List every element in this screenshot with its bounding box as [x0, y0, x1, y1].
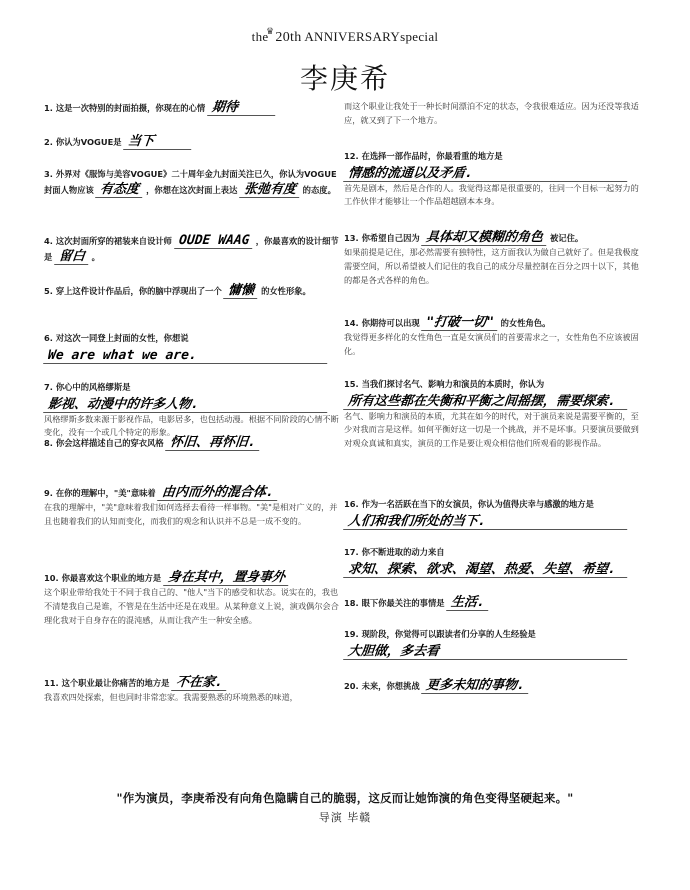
handwritten-answer: "打破一切" — [421, 315, 498, 331]
question-text: 2. 你认为VOGUE是 — [44, 137, 122, 147]
handwritten-answer: 具体却又模糊的角色 — [421, 230, 548, 246]
handwritten-answer: OUDE WAAG — [174, 233, 254, 249]
question-text: 的女性角色。 — [500, 318, 551, 328]
handwritten-answer: 人们和我们所处的当下. — [343, 514, 629, 530]
question-text: 14. 你期待可以出现 — [344, 318, 420, 328]
pull-quote: "作为演员，李庚希没有向角色隐瞒自己的脆弱，这反而让她饰演的角色变得坚硬起来。" — [116, 791, 574, 805]
question-text: ，你最喜欢的设计细节是 — [44, 236, 339, 262]
question-18 — [344, 595, 644, 611]
answer-body: 名气、影响力和演员的本质，尤其在如今的时代，对于演员来说是需要平衡的，至少对我而言是这样。如何平衡好这一切是一个挑战，并不是坏事。只要演员要做到对观众真诚和真实，演员的工作是要让观众相信他们所观看的影视作品。 — [344, 410, 639, 449]
handwritten-answer: We are what we are. — [43, 348, 329, 364]
handwritten-answer: 情感的流通以及矛盾. — [343, 166, 629, 182]
question-text: 。 — [91, 252, 100, 262]
question-7 — [44, 381, 344, 440]
question-text: 1. 这是一次特别的封面拍摄，你现在的心情 — [44, 103, 206, 113]
question-text: 6. 对这次一同登上封面的女性，你想说 — [44, 333, 189, 343]
question-9 — [44, 485, 344, 529]
question-12 — [344, 150, 644, 209]
question-19 — [344, 628, 644, 660]
question-text: 4. 这次封面所穿的裙装来自设计师 — [44, 236, 172, 246]
handwritten-answer: 不在家. — [171, 675, 228, 691]
brand-number: 20th — [275, 30, 302, 45]
brand-prefix: the — [251, 29, 269, 44]
question-text: 16. 作为一名活跃在当下的女演员，你认为值得庆幸与感激的地方是 — [344, 499, 594, 509]
question-text: 10. 你最喜欢这个职业的地方是 — [44, 573, 162, 583]
handwritten-answer: 怀旧、再怀旧. — [165, 435, 261, 451]
question-13 — [344, 230, 644, 287]
handwritten-answer: 期待 — [207, 100, 277, 116]
question-5 — [44, 283, 344, 299]
question-text: 的女性形象。 — [261, 286, 311, 296]
question-text: 的态度。 — [302, 184, 336, 195]
quote-attribution: 导演 毕赣 — [318, 811, 372, 824]
question-text: 20. 未来，你想挑战 — [344, 681, 420, 691]
question-8 — [44, 435, 344, 451]
question-1 — [44, 100, 344, 116]
question-15 — [344, 378, 644, 451]
handwritten-answer: 有态度 — [96, 182, 145, 198]
answer-body: 风格缪斯多数来源于影视作品，电影居多，也包括动漫。根据不同阶段的心情不断变化，没有一个或几个特定的形象。 — [44, 413, 339, 438]
question-text: 15. 当我们探讨名气、影响力和演员的本质时，你认为 — [344, 379, 545, 389]
handwritten-answer: 更多未知的事物. — [421, 678, 530, 694]
question-4 — [44, 233, 344, 265]
question-20 — [344, 678, 644, 694]
handwritten-answer: 生活. — [446, 595, 490, 611]
question-text: 8. 你会这样描述自己的穿衣风格 — [44, 438, 164, 448]
question-text: 12. 在选择一部作品时，你最看重的地方是 — [344, 151, 503, 161]
handwritten-answer: 影视、动漫中的许多人物. — [43, 397, 329, 413]
handwritten-answer: 所有这些都在失衡和平衡之间摇摆，需要探索. — [343, 394, 629, 410]
question-text: 被记住。 — [549, 233, 584, 243]
question-text: 11. 这个职业最让你痛苦的地方是 — [44, 678, 170, 688]
question-10 — [44, 570, 344, 627]
brand-word: ANNIVERSARY — [304, 29, 401, 44]
answer-body: 我喜欢四处探索，但也同时非常恋家。我需要熟悉的环境熟悉的味道， — [44, 692, 298, 702]
brand-line — [251, 26, 439, 45]
question-text: 5. 穿上这件设计作品后，你的脑中浮现出了一个 — [44, 286, 222, 296]
question-3 — [44, 168, 344, 198]
question-2 — [44, 134, 344, 150]
answer-body: 我觉得更多样化的女性角色一直是女演员们的首要需求之一，女性角色不应该被固化。 — [344, 332, 639, 356]
question-text: ，你想在这次封面上表达 — [146, 184, 238, 195]
answer-body: 而这个职业让我处于一种长时间漂泊不定的状态，令我很难适应。因为还没等我适应，就又到了下一个地方。 — [344, 101, 639, 125]
question-text: 7. 你心中的风格缪斯是 — [44, 382, 131, 392]
answer-body: 如果前提是记住，那必然需要有独特性，这方面我认为做自己就好了。但是我极度需要空间，所以希望被人们记住的我自己的成分尽量控制在百分之四十以下，其他的都是各式各样的角色。 — [344, 247, 639, 285]
question-11 — [44, 675, 344, 705]
question-text: 3. 外界对《服饰与美容VOGUE》二十周年金九封面关注已久，你认为VOGUE封面人物应该 — [44, 169, 337, 195]
answer-body: 首先是剧本，然后是合作的人。我觉得这都是很重要的，往同一个目标一起努力的工作伙伴才能够让一个作品超越剧本本身。 — [344, 182, 639, 207]
handwritten-answer: 由内而外的混合体. — [158, 485, 280, 501]
question-text: 19. 现阶段，你觉得可以跟读者们分享的人生经验是 — [344, 629, 536, 639]
brand-header — [0, 26, 690, 46]
handwritten-answer: 慵懒 — [224, 283, 260, 299]
brand-suffix: special — [400, 29, 439, 44]
question-17 — [344, 546, 644, 578]
question-text: 9. 在你的理解中，"美"意味着 — [44, 488, 156, 498]
handwritten-answer: 张弛有度 — [239, 182, 301, 198]
page-title: 李庚希 — [299, 62, 390, 95]
question-6 — [44, 332, 344, 364]
answer-body: 这个职业带给我处于不同于我自己的、"他人"当下的感受和状态。说实在的，我也不清楚我自己是谁，不管是在生活中还是在戏里。从某种意义上说，演戏偶尔会合理化我对于自身存在的混沌感，从而让我产生一种安全感。 — [44, 587, 339, 625]
answer-continuation — [344, 100, 644, 128]
handwritten-answer: 大胆做，多去看 — [343, 644, 629, 660]
handwritten-answer: 身在其中，置身事外 — [163, 570, 290, 586]
handwritten-answer: 留白 — [54, 249, 90, 265]
question-text: 18. 眼下你最关注的事情是 — [344, 598, 445, 608]
crown-icon: ♛ — [266, 26, 275, 36]
handwritten-answer: 求知、探索、欲求、渴望、热爱、失望、希望. — [343, 562, 629, 578]
question-text: 17. 你不断进取的动力来自 — [344, 547, 445, 557]
question-text: 13. 你希望自己因为 — [344, 233, 420, 243]
question-14 — [344, 315, 644, 359]
answer-body: 在我的理解中，"美"意味着我们如何选择去看待一样事物。"美"是相对广义的，并且也随着我们的认知而变化，而我们的观念和认识并不总是一成不变的。 — [44, 502, 338, 526]
question-16 — [344, 498, 644, 530]
handwritten-answer: 当下 — [123, 134, 193, 150]
